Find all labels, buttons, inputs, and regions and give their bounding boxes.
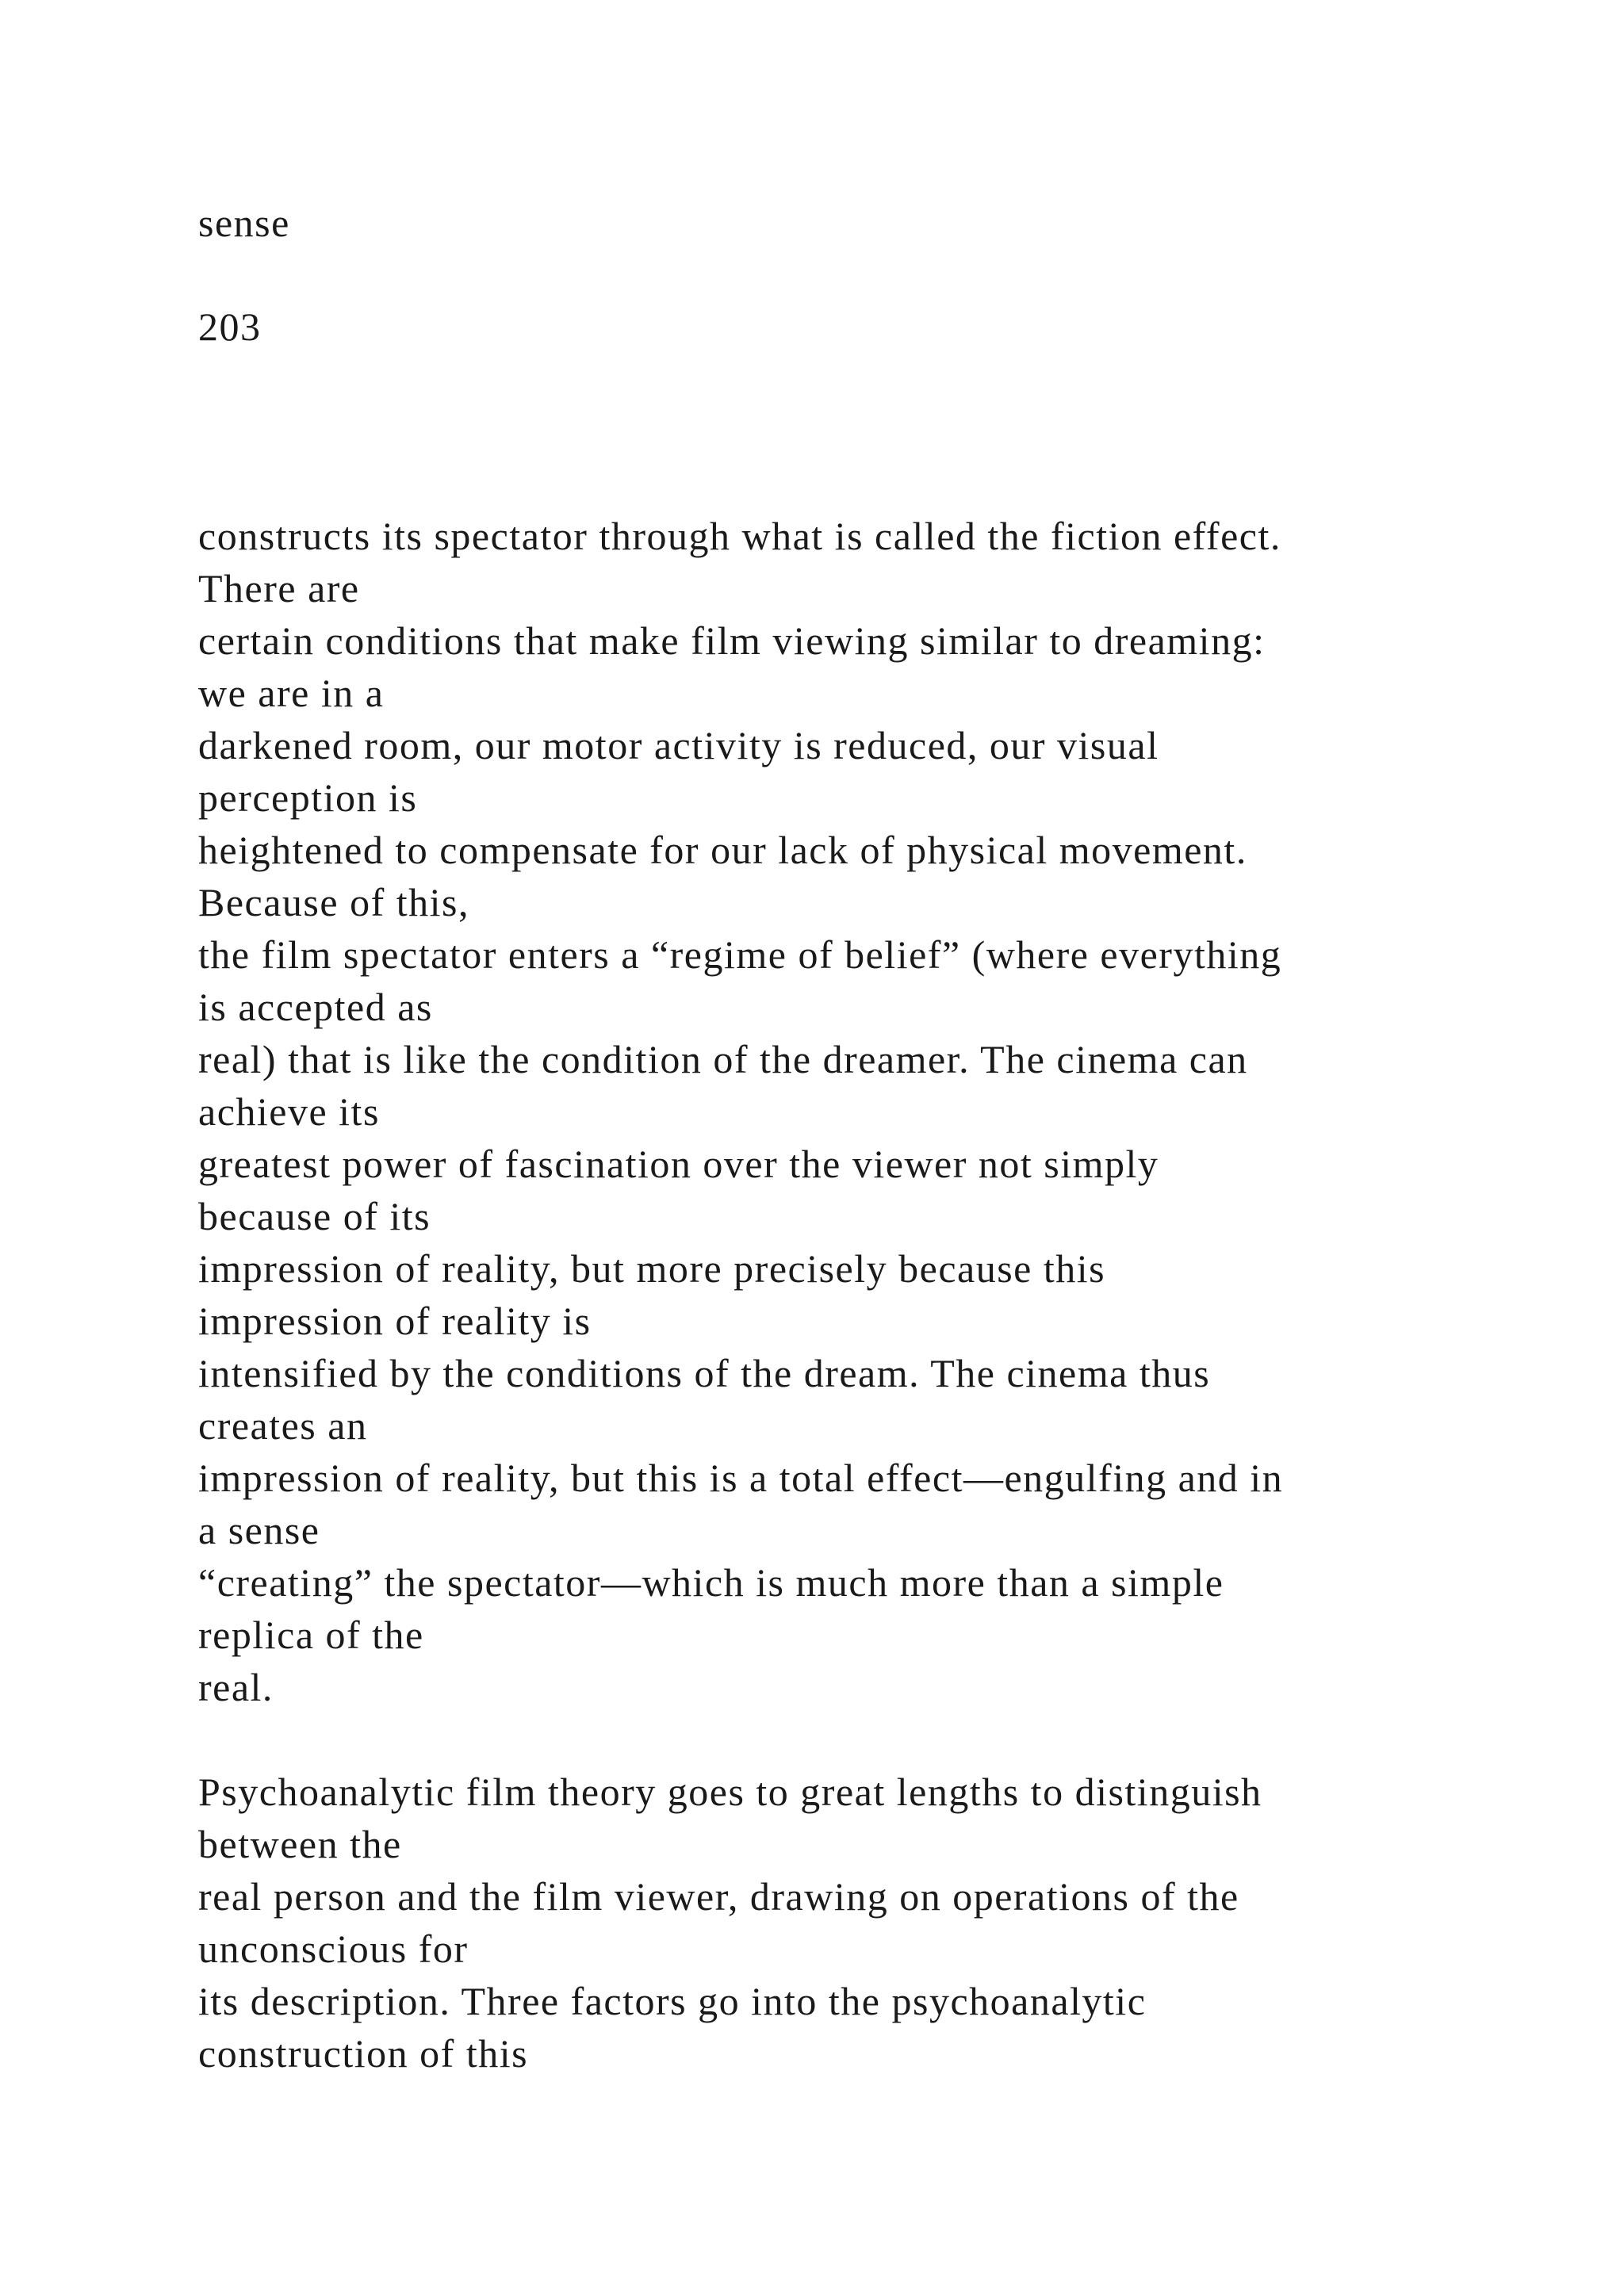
text-line: There are <box>198 566 360 610</box>
text-line: real. <box>198 1665 274 1709</box>
text-line: heightened to compensate for our lack of physical movement. <box>198 828 1247 872</box>
text-line: impression of reality, but this is a total effect—engulfing and in <box>198 1456 1284 1500</box>
text-line: real person and the film viewer, drawing on operations of the <box>198 1874 1239 1919</box>
text-line: Psychoanalytic film theory goes to great lengths to distinguish <box>198 1770 1262 1814</box>
header-word: sense <box>198 201 290 245</box>
text-line: greatest power of fascination over the viewer not simply <box>198 1142 1159 1186</box>
text-line: is accepted as <box>198 985 433 1029</box>
text-line: its description. Three factors go into the psychoanalytic <box>198 1979 1147 2023</box>
text-line: perception is <box>198 775 418 820</box>
text-line: real) that is like the condition of the dreamer. The cinema can <box>198 1037 1248 1081</box>
text-line: between the <box>198 1822 402 1866</box>
text-line: replica of the <box>198 1613 424 1657</box>
text-line: darkened room, our motor activity is reduced, our visual <box>198 723 1159 767</box>
text-line: we are in a <box>198 671 385 715</box>
text-line: the film spectator enters a “regime of belief” (where everything <box>198 932 1282 977</box>
text-line: because of its <box>198 1194 431 1238</box>
text-line: unconscious for <box>198 1927 469 1971</box>
text-line: certain conditions that make film viewing similar to dreaming: <box>198 618 1266 663</box>
text-line: achieve its <box>198 1089 380 1134</box>
text-line: construction of this <box>198 2031 529 2076</box>
text-line: creates an <box>198 1403 368 1448</box>
page-number: 203 <box>198 304 262 349</box>
text-line: intensified by the conditions of the dream. The cinema thus <box>198 1351 1211 1395</box>
text-line: impression of reality is <box>198 1299 592 1343</box>
text-line: constructs its spectator through what is called the fiction effect. <box>198 514 1281 558</box>
text-line: impression of reality, but more precisely because this <box>198 1246 1106 1291</box>
text-line: Because of this, <box>198 880 469 924</box>
text-line: a sense <box>198 1508 320 1552</box>
text-line: “creating” the spectator—which is much more than a simple <box>198 1560 1224 1605</box>
